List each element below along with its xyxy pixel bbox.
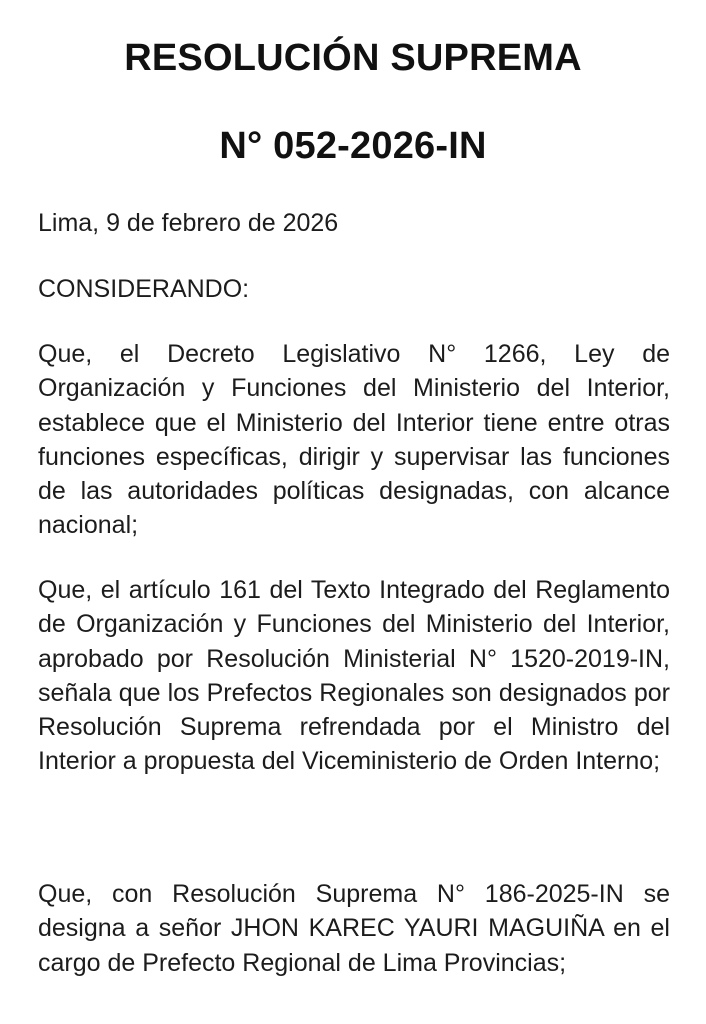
considerando-heading: CONSIDERANDO: xyxy=(38,275,250,303)
paragraph-3: Que, con Resolución Suprema N° 186-2025-IN se designa a señor JHON KAREC YAURI MAGUIÑA en el cargo de Prefecto Regional de Lima Provincias; xyxy=(38,880,670,977)
paragraph-1: Que, el Decreto Legislativo N° 1266, Ley de Organización y Funciones del Ministerio del Interior, establece que el Ministerio del Interior tiene entre otras funciones específicas, dirigir y supervisar las funciones de las autoridades políticas designadas, con alcance nacional; xyxy=(38,340,670,540)
paragraph-2: Que, el artículo 161 del Texto Integrado del Reglamento de Organización y Funciones del Ministerio del Interior, aprobado por Resolución Ministerial N° 1520-2019-IN, señala que los Prefectos Regionales son designados por Resolución Suprema refrendada por el Ministro del Interior a propuesta del Viceministerio de Orden Interno; xyxy=(38,576,670,776)
resolution-number: N° 052-2026-IN xyxy=(219,125,487,167)
date-line: Lima, 9 de febrero de 2026 xyxy=(38,209,339,237)
resolution-title: RESOLUCIÓN SUPREMA xyxy=(124,37,582,79)
